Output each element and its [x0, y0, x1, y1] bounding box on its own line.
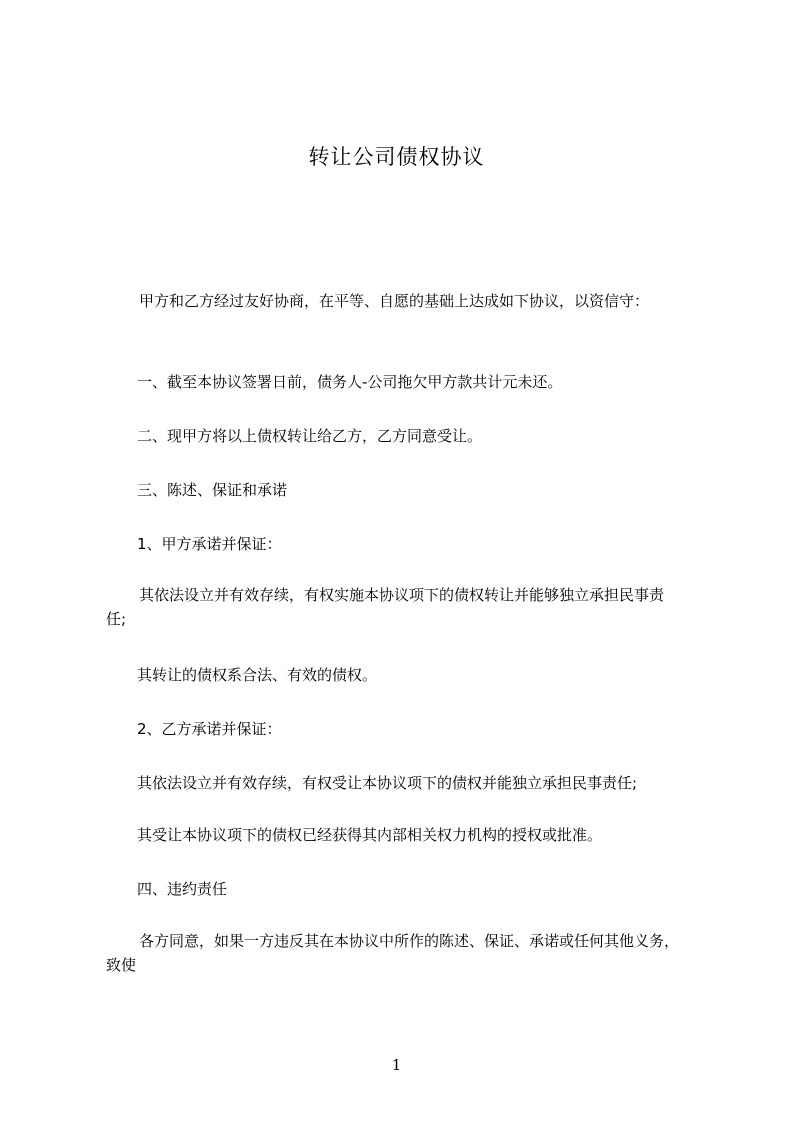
- clause-2: 二、现甲方将以上债权转让给乙方，乙方同意受让。: [137, 427, 483, 445]
- clause-4-heading: 四、违约责任: [137, 880, 228, 898]
- page-number: 1: [391, 1056, 402, 1074]
- clause-1: 一、截至本协议签署日前，债务人-公司拖欠甲方款共计元未还。: [137, 373, 563, 391]
- clause-3-heading: 三、陈述、保证和承诺: [137, 481, 288, 499]
- clause-3-1-heading: 1、甲方承诺并保证：: [137, 535, 282, 553]
- clause-3-2-a: 其依法设立并有效存续，有权受让本协议项下的债权并能独立承担民事责任;: [137, 774, 638, 792]
- clause-4-line-2: 致使: [106, 956, 137, 974]
- clause-3-1-a-line-1: 其依法设立并有效存续，有权实施本协议项下的债权转让并能够独立承担民事责: [139, 586, 665, 604]
- clause-4-line-1: 各方同意，如果一方违反其在本协议中所作的陈述、保证、承诺或任何其他义务，: [139, 932, 680, 950]
- document-title: 转让公司债权协议: [308, 145, 485, 169]
- clause-3-2-b: 其受让本协议项下的债权已经获得其内部相关权力机构的授权或批准。: [137, 826, 603, 844]
- clause-3-2-heading: 2、乙方承诺并保证：: [137, 720, 282, 738]
- clause-3-1-b: 其转让的债权系合法、有效的债权。: [137, 666, 378, 684]
- clause-3-1-a-line-2: 任;: [106, 610, 127, 628]
- intro-paragraph: 甲方和乙方经过友好协商，在平等、自愿的基础上达成如下协议，以资信守：: [139, 292, 650, 310]
